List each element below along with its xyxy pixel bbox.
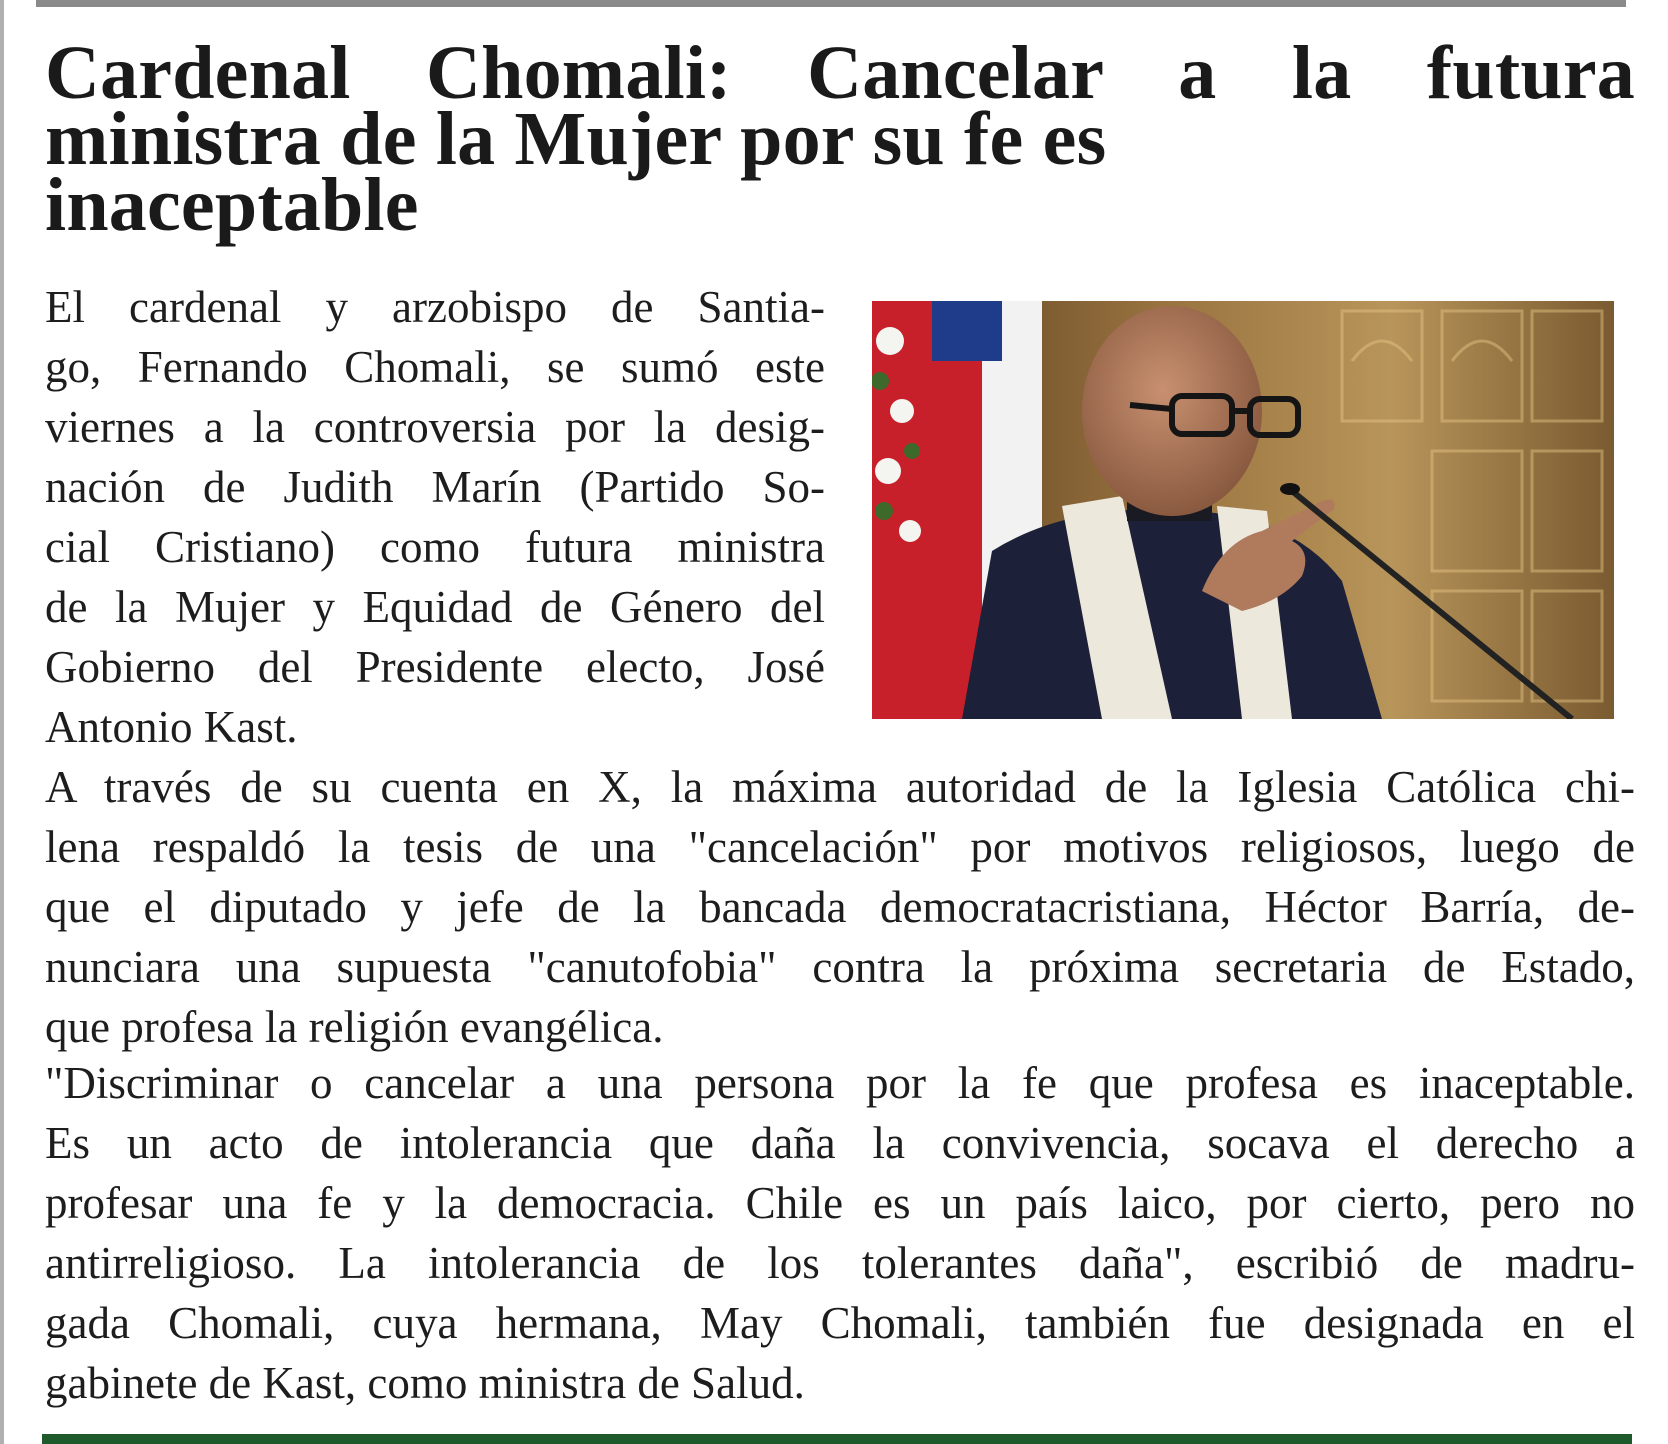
lead-line: El cardenal y arzobispo de Santia- — [45, 282, 825, 332]
lead-line: Antonio Kast. — [45, 702, 298, 752]
headline-line-2: ministra de la Mujer por su fe es — [45, 97, 1107, 181]
headline-line-1: Cardenal Chomali: Cancelar a la futura — [45, 31, 1635, 115]
lead-line: cial Cristiano) como futura ministra — [45, 522, 825, 572]
paragraph-line: gada Chomali, cuya hermana, May Chomali, también fue designada en el — [45, 1298, 1635, 1348]
body-paragraph-2 — [45, 757, 1635, 1057]
article-headline — [45, 31, 1635, 247]
left-margin-rule — [0, 0, 4, 1444]
body-paragraph-3 — [45, 1053, 1635, 1413]
paragraph-line: A través de su cuenta en X, la máxima autoridad de la Iglesia Católica chi- — [45, 762, 1635, 812]
lead-line: Gobierno del Presidente electo, José — [45, 642, 825, 692]
lead-paragraph — [45, 277, 825, 757]
top-rule — [36, 0, 1626, 7]
paragraph-line: "Discriminar o cancelar a una persona por la fe que profesa es inaceptable. — [45, 1058, 1635, 1108]
lead-line: nación de Judith Marín (Partido So- — [45, 462, 825, 512]
paragraph-line: Es un acto de intolerancia que daña la convivencia, socava el derecho a — [45, 1118, 1635, 1168]
paragraph-line: gabinete de Kast, como ministra de Salud. — [45, 1358, 805, 1408]
bottom-rule — [42, 1434, 1632, 1444]
lead-line: viernes a la controversia por la desig- — [45, 402, 825, 452]
paragraph-line: profesar una fe y la democracia. Chile es un país laico, por cierto, pero no — [45, 1178, 1635, 1228]
paragraph-line: nunciara una supuesta "canutofobia" contra la próxima secretaria de Estado, — [45, 942, 1635, 992]
article-photo — [872, 301, 1614, 719]
paragraph-line: que el diputado y jefe de la bancada democratacristiana, Héctor Barría, de- — [45, 882, 1635, 932]
lead-line: de la Mujer y Equidad de Género del — [45, 582, 825, 632]
paragraph-line: antirreligioso. La intolerancia de los tolerantes daña", escribió de madru- — [45, 1238, 1635, 1288]
headline-line-3: inaceptable — [45, 163, 419, 247]
lead-line: go, Fernando Chomali, se sumó este — [45, 342, 825, 392]
photo-cardinal-speaking-icon — [872, 301, 1614, 719]
paragraph-line: que profesa la religión evangélica. — [45, 1002, 664, 1052]
paragraph-line: lena respaldó la tesis de una "cancelación" por motivos religiosos, luego de — [45, 822, 1635, 872]
